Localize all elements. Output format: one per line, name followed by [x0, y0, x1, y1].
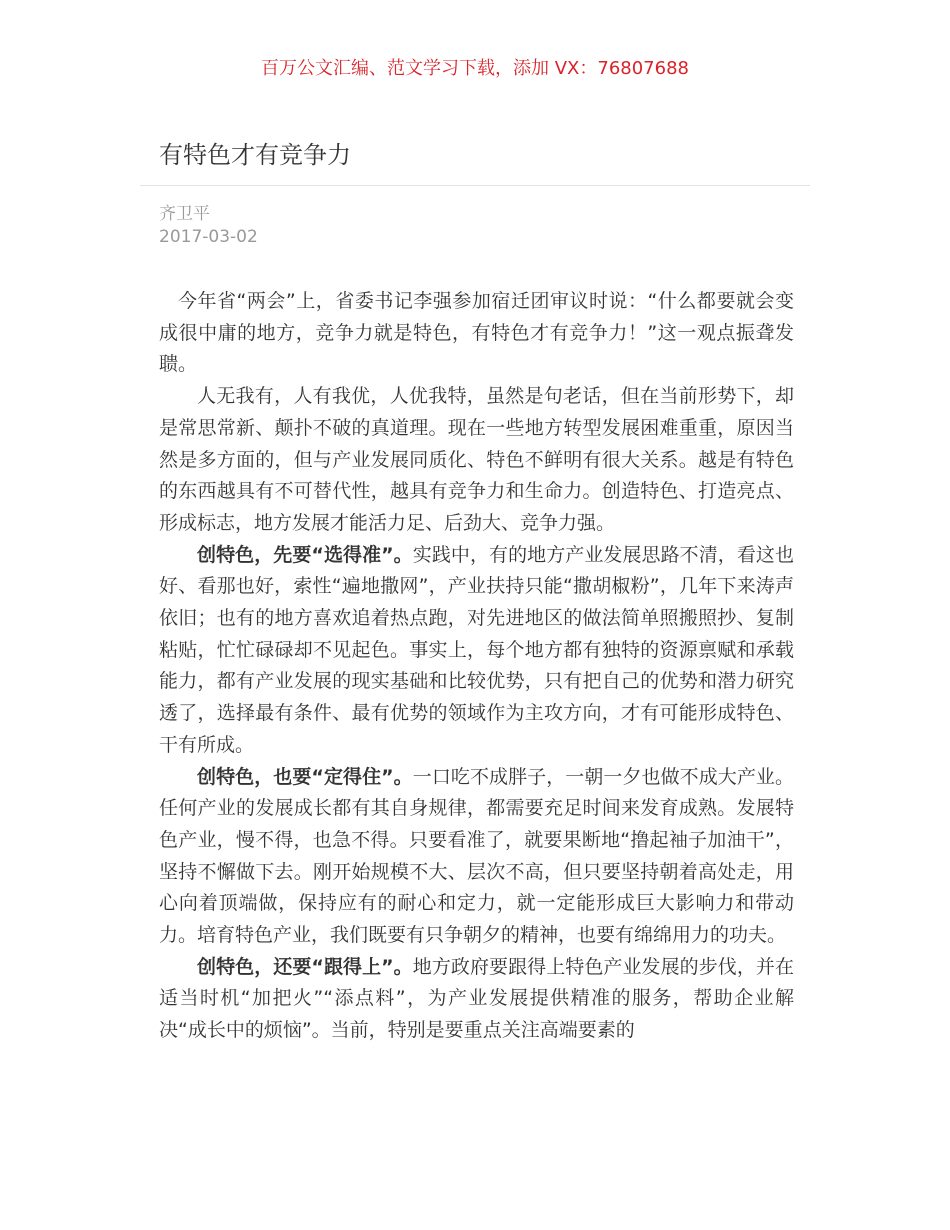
paragraph-text: 地方政府要跟得上特色产业发展的步伐，并在适当时机“加把火”“添点料”，为产业发展提供精准的服务，帮助企业解决“成长中的烦恼”。当前，特别是要重点关注高端要素的: [159, 955, 794, 1042]
paragraph-text: 实践中，有的地方产业发展思路不清，看这也好、看那也好，索性“遍地撒网”，产业扶持只能“撒胡椒粉”，几年下来涛声依旧；也有的地方喜欢追着热点跑，对先进地区的做法简单照搬照抄、复制粘贴，忙忙碌碌却不见起色。事实上，每个地方都有独特的资源禀赋和承载能力，都有产业发展的现实基础和比较优势，只有把自己的优势和潜力研究透了，选择最有条件、最有优势的领域作为主攻方向，才有可能形成特色、干有所成。: [159, 543, 794, 756]
paragraph-lead: 创特色，也要“定得住”。: [197, 765, 413, 788]
paragraph-text: 一口吃不成胖子，一朝一夕也做不成大产业。任何产业的发展成长都有其自身规律，都需要充足时间来发育成熟。发展特色产业，慢不得，也急不得。只要看准了，就要果断地“撸起袖子加油干”，坚持不懈做下去。刚开始规模不大、层次不高，但只要坚持朝着高处走，用心向着顶端做，保持应有的耐心和定力，就一定能形成巨大影响力和带动力。培育特色产业，我们既要有只争朝夕的精神，也要有绵绵用力的功夫。: [159, 765, 794, 947]
article-author: 齐卫平: [159, 204, 210, 224]
article-date: 2017-03-02: [159, 227, 258, 247]
article-title: 有特色才有竞争力: [159, 141, 351, 169]
paragraph-lead: 创特色，还要“跟得上”。: [197, 955, 413, 978]
article-body: [159, 286, 794, 1047]
paragraph-lead: 创特色，先要“选得准”。: [197, 543, 413, 566]
paragraph-text: 今年省“两会”上，省委书记李强参加宿迁团审议时说：“什么都要就会变成很中庸的地方，竞争力就是特色，有特色才有竞争力！”这一观点振聋发聩。: [159, 290, 794, 376]
paragraph-text: 人无我有，人有我优，人优我特，虽然是句老话，但在当前形势下，却是常思常新、颠扑不破的真道理。现在一些地方转型发展困难重重，原因当然是多方面的，但与产业发展同质化、特色不鲜明有很大关系。越是有特色的东西越具有不可替代性，越具有竞争力和生命力。创造特色、打造亮点、形成标志，地方发展才能活力足、后劲大、竞争力强。: [159, 385, 794, 534]
paragraph: [159, 762, 794, 952]
paragraph: [159, 381, 794, 540]
paragraph: [159, 952, 794, 1047]
title-divider: [140, 185, 810, 186]
article-meta: [159, 203, 258, 249]
header-banner: 百万公文汇编、范文学习下载，添加 VX：76807688: [261, 58, 689, 79]
paragraph: [159, 540, 794, 762]
paragraph: [159, 286, 794, 381]
